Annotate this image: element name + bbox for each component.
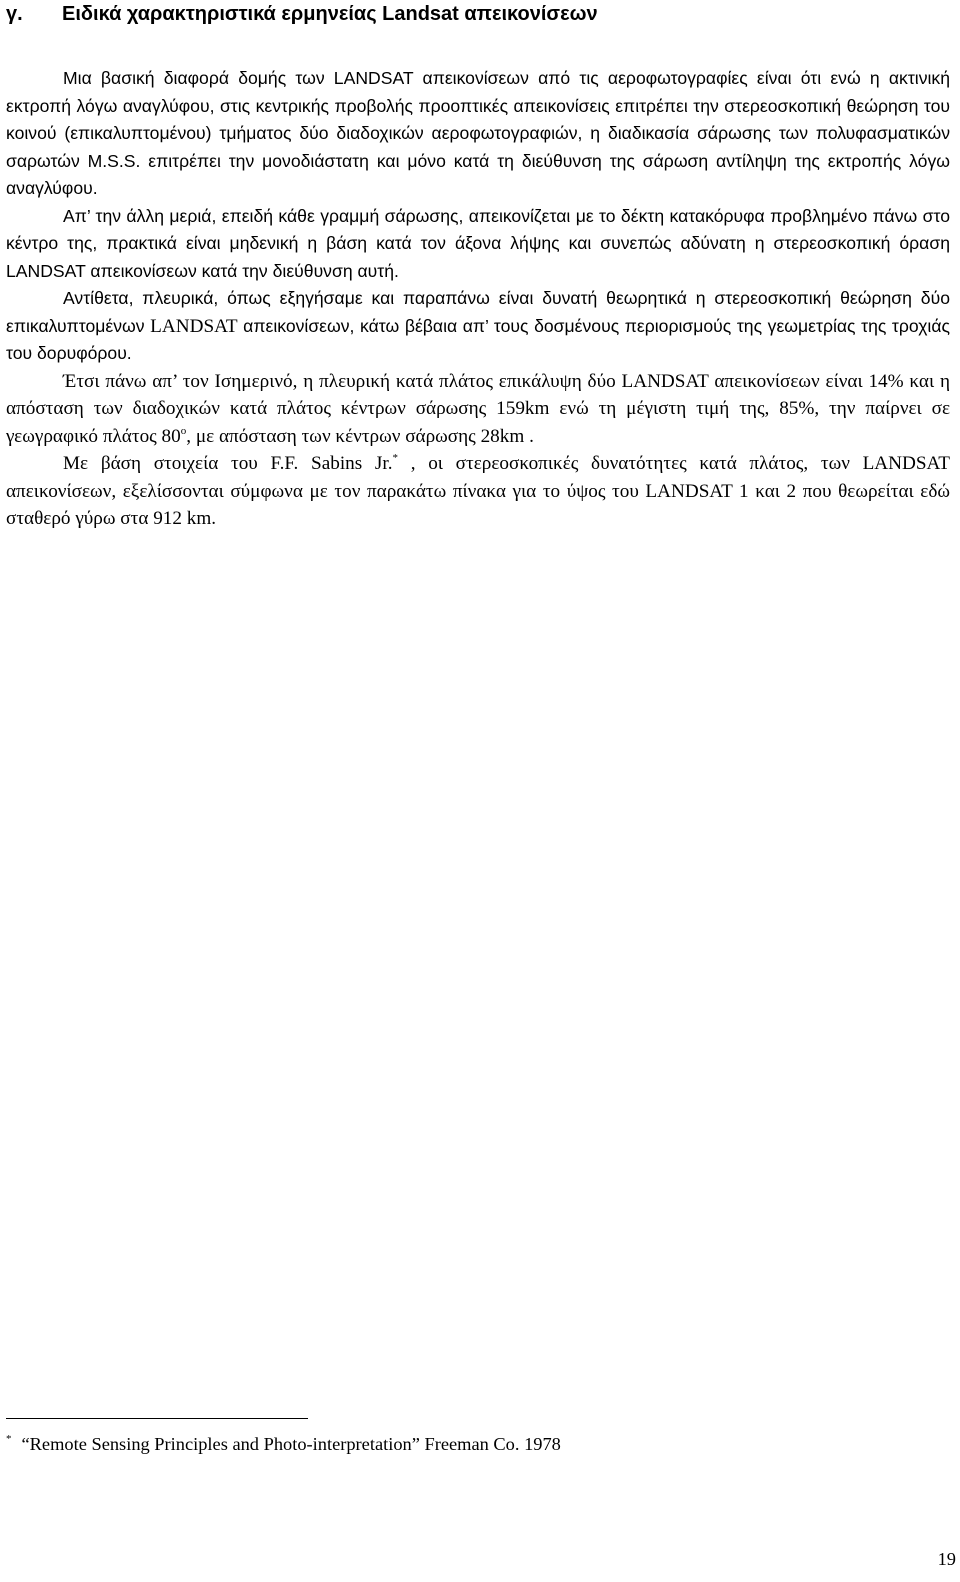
- section-number: γ.: [6, 3, 23, 25]
- paragraph-4-text-a: Έτσι πάνω απ’ τον Ισημερινό, η πλευρική κατά πλάτος επικάλυψη δύο LANDSAT απεικονίσεων είναι 14% και η απόσταση των διαδοχικών κατά πλάτος κέντρων σάρωσης 159km ενώ τη μέγιστη τιμή της, 85%, την παίρνει σε γεωγραφικό πλάτος 80: [6, 370, 950, 447]
- footnote-separator: [6, 1418, 308, 1419]
- paragraph-1-text: Μια βασική διαφορά δομής των LANDSAT απεικονίσεων από τις αεροφωτογραφίες είναι ότι ενώ η ακτινική εκτροπή λόγω αναγλύφου, στις κεντρικής προβολής προοπτικές απεικονίσεις επιτρέπει την στερεοσκοπική θεώρηση του κοινού (επικαλυπτομένου) τμήματος δύο διαδοχικών αεροφωτογραφιών, η διαδικασία σάρωσης των πολυφασματικών σαρωτών M.S.S. επιτρέπει την μονοδιάστατη και μόνο κατά τη διεύθυνση της σάρωση αντίληψη της εκτροπής λόγω αναγλύφου.: [6, 68, 950, 198]
- paragraph-5-text-b: , οι στερεοσκοπικές δυνατότητες κατά πλάτος, των LANDSAT απεικονίσεων, εξελίσσονται σύμφωνα με τον παρακάτω πίνακα για το ύψος του LANDSAT 1 και 2 που θεωρείται εδώ σταθερό γύρω στα 912 km.: [6, 453, 950, 529]
- paragraph-2-text-a: Απ’ την άλλη μεριά, επειδή κάθε γραμμή σάρωσης, απεικονίζεται με το δέκτη κατακόρυφα προβλημένο πάνω στο κέντρο της, πρακτικά είναι μηδενική η βάση κατά τον άξονα λήψης και συνεπώς αδύνατη η στερεοσκοπική όραση: [6, 205, 950, 253]
- paragraph-2-text-b: LANDSAT: [6, 260, 86, 281]
- footnote-marker: *: [6, 1433, 12, 1445]
- footnote-reference[interactable]: *: [392, 452, 399, 464]
- page-number: 19: [937, 1549, 956, 1569]
- paragraph-4-text-b: , με απόσταση των κέντρων σάρωσης 28km .: [186, 425, 534, 447]
- degree-superscript: ο: [180, 424, 187, 437]
- section-heading: [6, 2, 598, 26]
- paragraph-3: [6, 285, 950, 368]
- paragraph-3-text-a: Αντίθετα, πλευρικά, όπως εξηγήσαμε και παραπάνω είναι δυνατή θεωρητικά η στερεοσκοπική θεώρηση δύο επικαλυπτομένων: [6, 288, 950, 336]
- paragraph-3-text-c: απεικονίσεων, κάτω βέβαια απ’ τους δοσμένους περιορισμούς της γεωμετρίας της τροχιάς του δορυφόρου.: [6, 315, 950, 363]
- paragraph-4: [6, 368, 950, 451]
- footnote-text: “Remote Sensing Principles and Photo-interpretation” Freeman Co. 1978: [21, 1434, 561, 1454]
- paragraph-1: [6, 65, 950, 203]
- paragraph-3-text-b: LANDSAT: [150, 315, 238, 337]
- footnote: [6, 1432, 561, 1456]
- paragraph-5: [6, 450, 950, 533]
- paragraph-5-text-a: Με βάση στοιχεία του F.F. Sabins Jr.: [63, 453, 393, 474]
- paragraph-2-text-c: απεικονίσεων κατά την διεύθυνση αυτή.: [85, 260, 399, 281]
- paragraph-2: [6, 203, 950, 286]
- section-title: Ειδικά χαρακτηριστικά ερμηνείας Landsat απεικονίσεων: [62, 3, 598, 25]
- body-text: [6, 65, 950, 533]
